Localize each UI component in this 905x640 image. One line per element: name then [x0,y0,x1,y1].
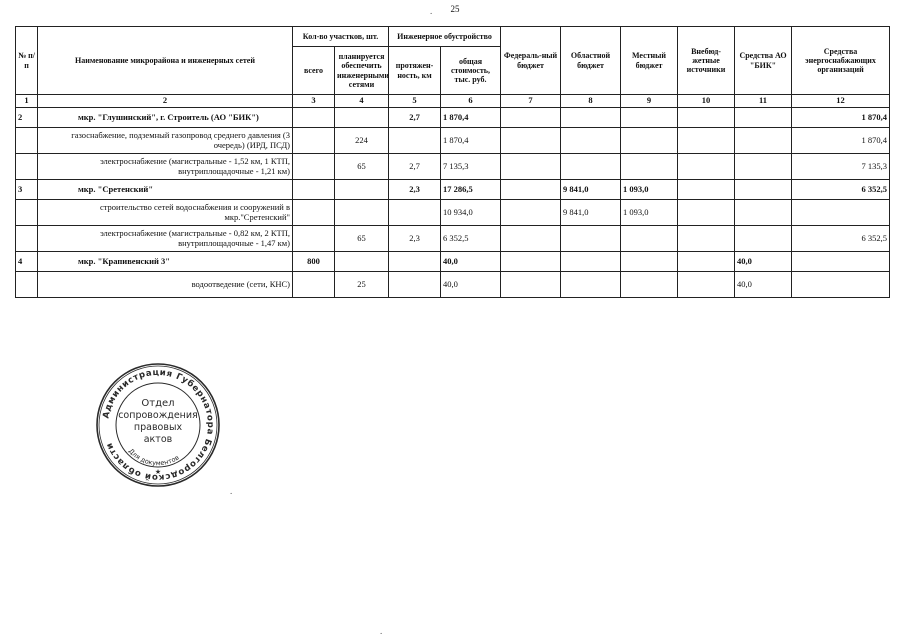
table-row [16,200,890,226]
table-row-group [16,108,890,128]
header-planned: планируется обеспечить инженерными сетями [335,47,389,95]
cell-extra [678,200,735,226]
cell-num: 3 [16,180,38,200]
col-number: 11 [735,95,792,108]
cell-federal [501,272,561,298]
table-row-group [16,180,890,200]
cell-extra [678,108,735,128]
cell-total [293,200,335,226]
cell-planned [335,180,389,200]
cell-extra [678,272,735,298]
cell-cost: 40,0 [441,252,501,272]
cell-bik [735,226,792,252]
cell-name: строительство сетей водоснабжения и сооружений в мкр."Сретенский" [38,200,293,226]
cell-regional [561,128,621,154]
cell-federal [501,128,561,154]
header-bik: Средства АО "БИК" [735,27,792,95]
header-local: Местный бюджет [621,27,678,95]
table-row [16,128,890,154]
svg-text:Для документов [127,447,181,467]
header-sites: Кол-во участков, шт. [293,27,389,47]
cell-regional [561,272,621,298]
cell-regional [561,252,621,272]
header-total: всего [293,47,335,95]
cell-federal [501,154,561,180]
cell-local: 1 093,0 [621,200,678,226]
stamp-line-1: Отдел [141,398,175,409]
col-number: 12 [792,95,890,108]
cell-name: электроснабжение (магистральные - 1,52 км, 1 КТП, внутриплощадочные - 1,21 км) [38,154,293,180]
cell-cost: 1 870,4 [441,108,501,128]
cell-energy: 6 352,5 [792,180,890,200]
cell-cost: 6 352,5 [441,226,501,252]
cell-name: электроснабжение (магистральные - 0,82 км, 2 КТП, внутриплощадочные - 1,47 км) [38,226,293,252]
scan-speck: . [430,6,433,16]
cell-name: мкр. "Сретенский" [38,180,293,200]
cell-federal [501,108,561,128]
cell-num: 2 [16,108,38,128]
cell-local [621,226,678,252]
cell-total [293,180,335,200]
cell-extra [678,128,735,154]
cell-cost: 10 934,0 [441,200,501,226]
cell-local [621,272,678,298]
cell-cost: 17 286,5 [441,180,501,200]
cell-energy [792,252,890,272]
cell-local: 1 093,0 [621,180,678,200]
cell-length: 2,3 [389,226,441,252]
cell-extra [678,154,735,180]
cell-name: мкр. "Глушинский", г. Строитель (АО "БИК") [38,108,293,128]
cell-total [293,108,335,128]
cell-name: мкр. "Крапивенский 3" [38,252,293,272]
col-number: 6 [441,95,501,108]
cell-local [621,128,678,154]
cell-regional [561,226,621,252]
cell-bik [735,108,792,128]
cell-name: водоотведение (сети, КНС) [38,272,293,298]
cell-length: 2,7 [389,154,441,180]
cell-regional: 9 841,0 [561,180,621,200]
cell-planned: 25 [335,272,389,298]
cell-num: 4 [16,252,38,272]
cell-planned [335,108,389,128]
stamp-line-4: актов [143,434,173,445]
header-regional: Областной бюджет [561,27,621,95]
cell-cost: 1 870,4 [441,128,501,154]
cell-length: 2,7 [389,108,441,128]
cell-local [621,252,678,272]
cell-local [621,154,678,180]
header-federal: Федераль-ный бюджет [501,27,561,95]
table-row [16,226,890,252]
cell-extra [678,252,735,272]
scan-speck: . [230,486,233,496]
cell-regional [561,154,621,180]
header-energy: Средства энергоснабжающих организаций [792,27,890,95]
col-number: 10 [678,95,735,108]
scan-speck: . [380,626,383,636]
col-number: 1 [16,95,38,108]
cell-planned: 224 [335,128,389,154]
stamp-ring-text: Администрация Губернатора Белгородской области [101,367,216,483]
cell-total [293,154,335,180]
stamp-bottom-text: Для документов [126,447,181,468]
stamp-graphic [95,362,221,488]
cell-planned: 65 [335,226,389,252]
cell-federal [501,200,561,226]
cell-length: 2,3 [389,180,441,200]
cell-total [293,128,335,154]
cell-regional: 9 841,0 [561,200,621,226]
header-extra: Внебюд-жетные источники [678,27,735,95]
header-infra: Инженерное обустройство [389,27,501,47]
cell-num [16,128,38,154]
col-number: 7 [501,95,561,108]
cell-regional [561,108,621,128]
cell-federal [501,180,561,200]
cell-name: газоснабжение, подземный газопровод среднего давления (3 очередь) (ИРД, ПСД) [38,128,293,154]
col-number: 8 [561,95,621,108]
budget-table [15,26,890,298]
cell-planned [335,252,389,272]
official-stamp [95,362,221,488]
cell-energy: 1 870,4 [792,108,890,128]
cell-energy: 6 352,5 [792,226,890,252]
cell-extra [678,180,735,200]
cell-cost: 7 135,3 [441,154,501,180]
col-number: 2 [38,95,293,108]
cell-federal [501,226,561,252]
table-row-group [16,252,890,272]
cell-length [389,200,441,226]
cell-bik: 40,0 [735,272,792,298]
cell-planned [335,200,389,226]
cell-num [16,200,38,226]
cell-energy [792,200,890,226]
cell-federal [501,252,561,272]
header-name: Наименование микрорайона и инженерных сетей [38,27,293,95]
cell-num [16,226,38,252]
header-num: № п/п [16,27,38,95]
stamp-line-3: правовых [133,422,183,433]
cell-total: 800 [293,252,335,272]
column-number-row [16,95,890,108]
cell-bik [735,128,792,154]
cell-length [389,252,441,272]
stamp-star-icon: ★ [154,468,162,476]
cell-energy: 7 135,3 [792,154,890,180]
col-number: 5 [389,95,441,108]
cell-cost: 40,0 [441,272,501,298]
cell-bik [735,180,792,200]
cell-planned: 65 [335,154,389,180]
cell-bik [735,154,792,180]
col-number: 4 [335,95,389,108]
page-number: 25 [450,4,460,14]
cell-energy: 1 870,4 [792,128,890,154]
cell-extra [678,226,735,252]
cell-total [293,272,335,298]
cell-bik: 40,0 [735,252,792,272]
col-number: 3 [293,95,335,108]
cell-length [389,272,441,298]
header-length: протяжен-ность, км [389,47,441,95]
table-row [16,272,890,298]
stamp-line-2: сопровождения [118,410,198,421]
col-number: 9 [621,95,678,108]
cell-num [16,154,38,180]
cell-num [16,272,38,298]
table-row [16,154,890,180]
cell-local [621,108,678,128]
cell-total [293,226,335,252]
cell-energy [792,272,890,298]
cell-length [389,128,441,154]
cell-bik [735,200,792,226]
header-cost: общая стоимость, тыс. руб. [441,47,501,95]
